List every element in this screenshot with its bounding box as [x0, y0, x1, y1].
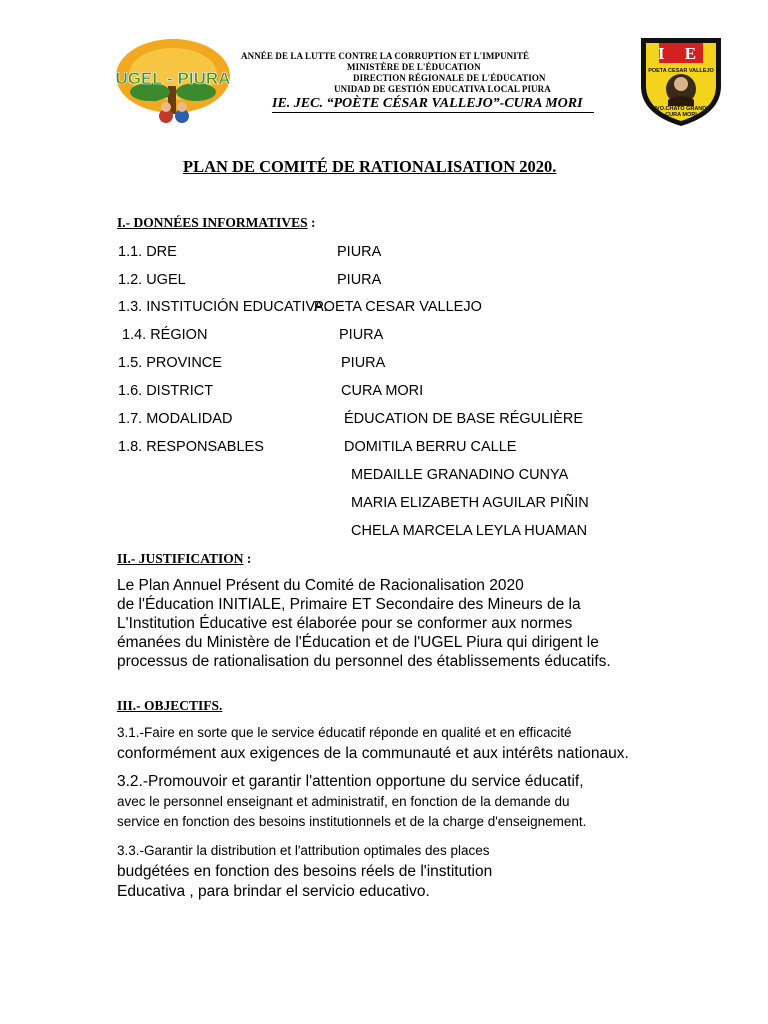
section-1-heading [117, 215, 316, 231]
responsable-name: MARIA ELIZABETH AGUILAR PIÑIN [351, 495, 589, 511]
responsable-name: MEDAILLE GRANADINO CUNYA [351, 467, 569, 483]
logo-left-text: UGEL - PIURA [115, 69, 231, 88]
info-label-dre: 1.1. DRE [118, 244, 177, 260]
info-label-region: 1.4. RÉGION [122, 327, 208, 343]
objective-3-line: budgétées en fonction des besoins réels de l'institution [117, 863, 493, 880]
info-value-province: PIURA [341, 355, 386, 371]
objective-1-line: 3.1.-Faire en sorte que le service éducatif réponde en qualité et en efficacité [117, 725, 572, 740]
objective-2-line: service en fonction des besoins institutionnels et de la charge d'enseignement. [117, 814, 587, 829]
info-label-modalidad: 1.7. MODALIDAD [118, 411, 233, 427]
justification-line: de l'Éducation INITIALE, Primaire ET Secondaire des Mineurs de la [117, 596, 581, 613]
section-2-heading-text: II.- JUSTIFICATION [117, 551, 244, 566]
info-value-district: CURA MORI [341, 383, 424, 399]
objective-1-line: conformément aux exigences de la communauté et aux intérêts nationaux. [117, 745, 629, 762]
info-value-modalidad: ÉDUCATION DE BASE RÉGULIÈRE [344, 411, 584, 427]
school-name: IE. JEC. “POÈTE CÉSAR VALLEJO”-CURA MORI [272, 96, 594, 113]
section-2-heading [117, 551, 251, 567]
header-line-2: MINISTÈRE DE L'ÉDUCATION [347, 62, 481, 72]
info-value-region: PIURA [339, 327, 384, 343]
justification-line: émanées du Ministère de l'Éducation et de l'UGEL Piura qui dirigent le [117, 634, 599, 651]
header-line-4: UNIDAD DE GESTIÓN EDUCATIVA LOCAL PIURA [334, 84, 551, 94]
section-2-heading-suffix: : [243, 551, 252, 566]
section-1-heading-text: I.- DONNÉES INFORMATIVES [117, 215, 308, 230]
logo-right-top-text: POETA CESAR VALLEJO [648, 68, 714, 74]
objective-2-line: 3.2.-Promouvoir et garantir l'attention opportune du service éducatif, [117, 773, 584, 790]
objective-3-line: Educativa , para brindar el servicio educativo. [117, 883, 430, 900]
section-1-heading-suffix: : [307, 215, 316, 230]
section-3-heading-text: III.- OBJECTIFS. [117, 698, 223, 713]
info-label-ugel: 1.2. UGEL [118, 272, 186, 288]
ugel-piura-logo [114, 36, 232, 128]
info-label-institucion: 1.3. INSTITUCIÓN EDUCATIVA: [118, 299, 328, 315]
school-shield-logo [635, 34, 727, 128]
header-line-1: ANNÉE DE LA LUTTE CONTRE LA CORRUPTION ET L'IMPUNITÉ [241, 51, 530, 61]
info-value-responsables: DOMITILA BERRU CALLE [344, 439, 517, 455]
info-value-dre: PIURA [337, 244, 382, 260]
section-3-heading [117, 698, 222, 714]
justification-line: Le Plan Annuel Présent du Comité de Racionalisation 2020 [117, 577, 524, 594]
responsable-name: CHELA MARCELA LEYLA HUAMAN [351, 523, 588, 539]
logo-right-bottom-2: CURA MORI [665, 112, 697, 118]
objective-2-line: avec le personnel enseignant et administratif, en fonction de la demande du [117, 794, 570, 809]
info-value-ugel: PIURA [337, 272, 382, 288]
document-title: PLAN DE COMITÉ DE RATIONALISATION 2020. [183, 157, 557, 176]
logo-right-bottom-1: NVO.CHATO GRANDE [652, 106, 710, 112]
info-value-institucion: POETA CESAR VALLEJO [314, 299, 482, 315]
objective-3-line: 3.3.-Garantir la distribution et l'attribution optimales des places [117, 843, 490, 858]
justification-line: processus de rationalisation du personnel des établissements éducatifs. [117, 653, 611, 670]
header-line-3: DIRECTION RÉGIONALE DE L'ÉDUCATION [353, 73, 546, 83]
info-label-province: 1.5. PROVINCE [118, 355, 222, 371]
logo-right-letters: I E [657, 44, 705, 63]
info-label-district: 1.6. DISTRICT [118, 383, 214, 399]
justification-line: L'Institution Éducative est élaborée pour se conformer aux normes [117, 615, 573, 632]
info-label-responsables: 1.8. RESPONSABLES [118, 439, 264, 455]
